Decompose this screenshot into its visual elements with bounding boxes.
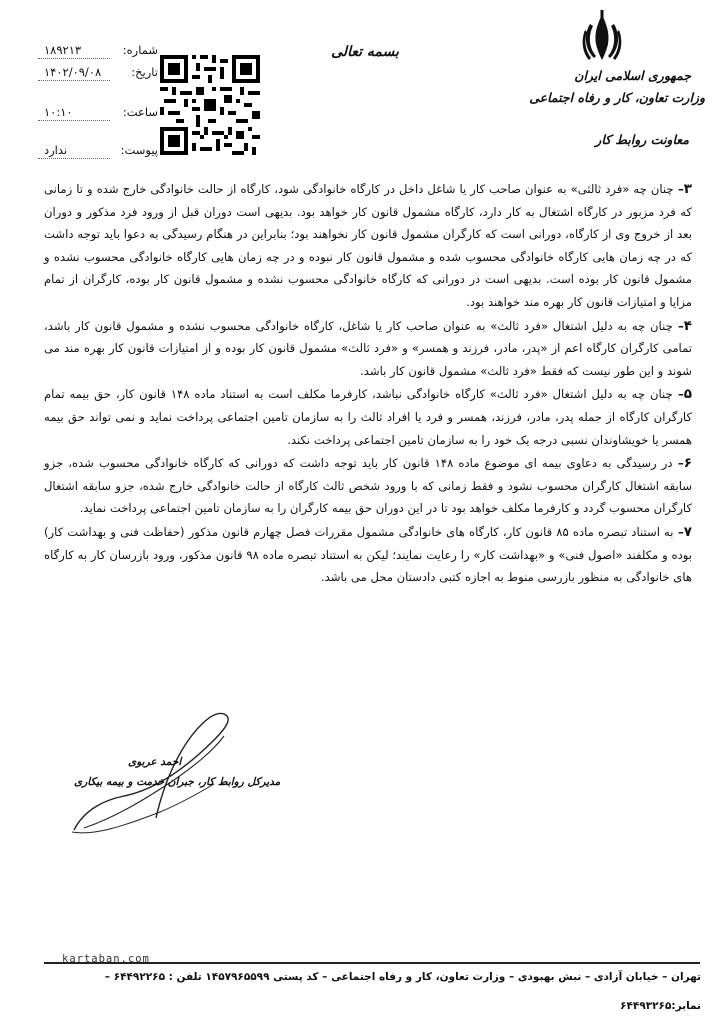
meta-dotted-line <box>38 80 110 81</box>
country-name: جمهوری اسلامی ایران <box>574 68 691 83</box>
letter-body <box>44 178 692 590</box>
letter-number: ۱۸۹۲۱۳ <box>44 43 82 57</box>
meta-dotted-line <box>38 158 110 159</box>
paragraph-text: چنان چه به دلیل اشتغال «فرد ثالث» به عنوان صاحب کار یا شاغل، کارگاه خانوادگی محسوب نشده و مشمول قانون کار باشد، تمامی کارگران کارگاه اعم از «پدر، مادر، فرزند و همسر» و «فرد ثالث» مشمول قانون کار بوده و از امتیازات قانون کار بهره مند می شوند و این طور نیست که فقط «فرد ثالث» مشمول قانون کار باشد. <box>44 318 692 378</box>
footer-fax: نمابر:۶۴۴۹۳۲۶۵ <box>620 1000 701 1012</box>
number-label: شماره: <box>122 43 158 57</box>
handwritten-signature <box>64 700 264 850</box>
paragraph-text: چنان چه «فرد ثالثی» به عنوان صاحب کار یا شاغل داخل در کارگاه خانوادگی شود، کارگاه از حالت خانوادگی خارج شده و تا زمانی که فرد مزبور در کارگاه اشتغال به کار دارد، کارگاه مشمول قانون کار خواهد بود. بدیهی است دوران قبل از ورود فرد مذکور و دوران بعد از خروج وی از کارگاه، دورانی است که کارگران مشمول قانون کار نخواهند بود؛ بنابراین در هنگام رسیدگی به دعوا باید توجه داشت که در چه زمان هایی کارگاه خانوادگی محسوب شده و مشمول قانون کار نبوده و در چه زمان هایی کارگاه خانوادگی محسوب نشده و مشمول قانون کار بوده است. بدیهی است در دورانی که کارگاه خانوادگی محسوب نشده و مشمول قانون کار بوده، کارگران از تمام مزایا و امتیازات قانون کار بهره مند خواهند بود. <box>44 182 692 309</box>
paragraph-6: ۶– در رسیدگی به دعاوی بیمه ای موضوع ماده ۱۴۸ قانون کار باید توجه داشت که دورانی که کارگاه خانوادگی محسوب شده، جزو سابقه اشتغال کارگران محسوب نشود و فقط زمانی که با ورود شخص ثالث کارگاه از حالت خانوادگی خارج شده، جزو سابقه اشتغال کارگران محسوب گردد و کارفرما مکلف خواهد بود تا در این دوران حق بیمه کارگران را به سازمان تامین اجتماعی پرداخت نماید. <box>44 455 692 516</box>
basmala-heading: بسمه تعالی <box>331 44 399 60</box>
signatory-name: احمد عربوی <box>128 756 182 768</box>
paragraph-number: ۵ <box>683 386 692 403</box>
paragraph-5: ۵– چنان چه به دلیل اشتغال «فرد ثالث» کارگاه خانوادگی نباشد، کارفرما مکلف است به استناد ماده ۱۴۸ قانون کار، حق بیمه تمام کارگران کارگاه از جمله پدر، مادر، فرزند، همسر و فرد یا افراد ثالث را به سازمان تامین اجتماعی پرداخت نماید و نمی تواند حق بیمه همسر یا خویشاوندان نسبی درجه یک خود را به سازمان تامین اجتماعی پرداخت نکند. <box>44 386 692 447</box>
ministry-name: وزارت تعاون، کار و رفاه اجتماعی <box>529 90 705 105</box>
attachment-label: پیوست: <box>120 143 158 157</box>
footer-divider <box>44 962 700 964</box>
meta-dotted-line <box>38 120 110 121</box>
footer-address: تهران – خیابان آزادی – نبش بهبودی – وزارت تعاون، کار و رفاه اجتماعی – کد پستی ۱۴۵۷۹۶۵۵۹۹ تلفن : ۶۴۴۹۲۲۶۵ – <box>104 971 701 983</box>
time-label: ساعت: <box>122 105 158 119</box>
letter-meta <box>38 36 158 166</box>
letter-time: ۱۰:۱۰ <box>44 105 73 119</box>
signatory-title: مدیرکل روابط کار، جبران خدمت و بیمه بیکاری <box>74 776 281 788</box>
letter-date: ۱۴۰۲/۰۹/۰۸ <box>44 65 102 79</box>
paragraph-7: ۷– به استناد تبصره ماده ۸۵ قانون کار، کارگاه های خانوادگی مشمول مقررات فصل چهارم قانون مذکور (حفاظت فنی و بهداشت کار) بوده و مکلفند «اصول فنی» و «بهداشت کار» را رعایت نمایند؛ لیکن به استناد تبصره ماده ۹۸ قانون مذکور، ورود بازرسان کار به کارگاه های خانوادگی به منظور بازرسی منوط به اجازه کتبی دادستان محل می باشد. <box>44 523 693 585</box>
paragraph-4: ۴– چنان چه به دلیل اشتغال «فرد ثالث» به عنوان صاحب کار یا شاغل، کارگاه خانوادگی محسوب نشده و مشمول قانون کار باشد، تمامی کارگران کارگاه اعم از «پدر، مادر، فرزند و همسر» و «فرد ثالث» مشمول قانون کار بوده و از امتیازات قانون کار بهره مند می شوند و این طور نیست که فقط «فرد ثالث» مشمول قانون کار باشد. <box>44 317 692 378</box>
meta-number-row <box>38 36 158 60</box>
meta-date-row <box>38 58 158 82</box>
department-name: معاونت روابط کار <box>595 132 689 147</box>
paragraph-number: ۴ <box>683 317 692 334</box>
qr-code <box>160 55 260 155</box>
paragraph-number: ۳ <box>683 181 692 197</box>
paragraph-3: ۳– چنان چه «فرد ثالثی» به عنوان صاحب کار یا شاغل داخل در کارگاه خانوادگی شود، کارگاه از حالت خانوادگی خارج شده و تا زمانی که فرد مزبور در کارگاه اشتغال به کار دارد، کارگاه مشمول قانون کار خواهد بود. بدیهی است دوران قبل از ورود فرد مذکور و دوران بعد از خروج وی از کارگاه، دورانی است که کارگران مشمول قانون کار نخواهند بود؛ بنابراین در هنگام رسیدگی به دعوا باید توجه داشت که در چه زمان هایی کارگاه خانوادگی محسوب شده و مشمول قانون کار نبوده و در چه زمان هایی کارگاه خانوادگی محسوب نشده و مشمول قانون کار بوده است. بدیهی است در دورانی که کارگاه خانوادگی محسوب نشده و مشمول قانون کار بوده، کارگران از تمام مزایا و امتیازات قانون کار بهره مند خواهند بود. <box>44 181 692 309</box>
website-watermark: kartaban.com <box>62 953 150 965</box>
date-label: تاریخ: <box>131 65 158 79</box>
meta-time-row <box>38 98 158 122</box>
paragraph-text: به استناد تبصره ماده ۸۵ قانون کار، کارگاه های خانوادگی مشمول مقررات فصل چهارم قانون مذکور (حفاظت فنی و بهداشت کار) بوده و مکلفند «اصول فنی» و «بهداشت کار» را رعایت نمایند؛ لیکن به استناد تبصره ماده ۹۸ قانون مذکور، ورود بازرسان کار به کارگاه های خانوادگی به منظور بازرسی منوط به اجازه کتبی دادستان محل می باشد. <box>44 524 692 585</box>
paragraph-text: در رسیدگی به دعاوی بیمه ای موضوع ماده ۱۴۸ قانون کار باید توجه داشت که دورانی که کارگاه خانوادگی محسوب شده، جزو سابقه اشتغال کارگران محسوب نشود و فقط زمانی که با ورود شخص ثالث کارگاه از حالت خانوادگی خارج شده، جزو سابقه اشتغال کارگران محسوب گردد و کارفرما مکلف خواهد بود تا در این دوران حق بیمه کارگران را به سازمان تامین اجتماعی پرداخت نماید. <box>44 456 692 516</box>
letter-attachment: ندارد <box>44 143 68 157</box>
paragraph-number: ۷ <box>683 523 693 540</box>
iran-emblem-icon <box>580 10 624 64</box>
paragraph-text: چنان چه به دلیل اشتغال «فرد ثالث» کارگاه خانوادگی نباشد، کارفرما مکلف است به استناد ماده ۱۴۸ قانون کار، حق بیمه تمام کارگران کارگاه از جمله پدر، مادر، فرزند، همسر و فرد یا افراد ثالث را به سازمان تامین اجتماعی پرداخت نماید و نمی تواند حق بیمه همسر یا خویشاوندان نسبی درجه یک خود را به سازمان تامین اجتماعی پرداخت نکند. <box>44 387 692 447</box>
meta-attachment-row <box>38 136 158 160</box>
paragraph-number: ۶ <box>683 455 692 472</box>
